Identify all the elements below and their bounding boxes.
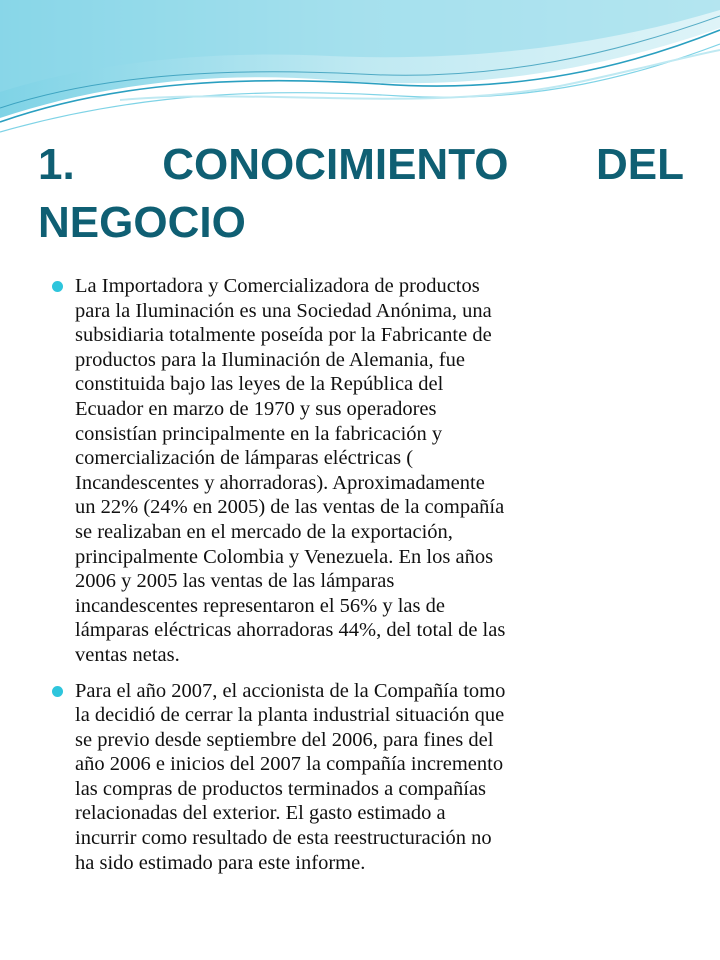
bullet-dot-icon — [52, 281, 63, 292]
text-line: relacionadas del exterior. El gasto estimado a — [75, 802, 446, 825]
text-line: comercialización de lámparas eléctricas ( — [75, 447, 414, 470]
slide-title — [38, 136, 684, 252]
title-word: CONOCIMIENTO — [162, 140, 509, 189]
text-line: ventas netas. — [75, 643, 180, 666]
text-line: subsidiaria totalmente poseída por la Fabricante de — [75, 324, 492, 347]
text-line: Incandescentes y ahorradoras). Aproximadamente — [75, 471, 485, 494]
text-line: productos para la Iluminación de Alemania, fue — [75, 348, 465, 371]
header-wave-decoration — [0, 0, 720, 150]
text-line: la decidió de cerrar la planta industrial situación que — [75, 704, 505, 727]
bullet-dot-icon — [52, 686, 63, 697]
text-line: incurrir como resultado de esta reestructuración no — [75, 827, 492, 850]
text-line: un 22% (24% en 2005) de las ventas de la compañía — [75, 496, 505, 519]
text-line: ha sido estimado para este informe. — [75, 851, 366, 874]
text-line: se previo desde septiembre del 2006, para fines del — [75, 728, 494, 751]
text-line: lámparas eléctricas ahorradoras 44%, del total de las — [75, 619, 506, 642]
slide-title-line2: NEGOCIO — [38, 198, 246, 247]
title-word: 1. — [38, 140, 75, 189]
text-line: incandescentes representaron el 56% y las de — [75, 594, 445, 617]
text-line: constituida bajo las leyes de la República del — [75, 373, 444, 396]
text-line: 2006 y 2005 las ventas de las lámparas — [75, 570, 395, 593]
text-line: consistían principalmente en la fabricación y — [75, 422, 443, 445]
slide-title-line1 — [38, 136, 684, 194]
text-line: principalmente Colombia y Venezuela. En los años — [75, 545, 494, 568]
text-line: La Importadora y Comercializadora de productos — [75, 275, 480, 297]
bullet-list — [52, 274, 682, 875]
text-line: Ecuador en marzo de 1970 y sus operadores — [75, 397, 437, 420]
text-line: para la Iluminación es una Sociedad Anónima, una — [75, 299, 492, 322]
bullet-item-restructuring — [52, 679, 682, 876]
bullet-item-company-description — [52, 274, 682, 668]
text-line: Para el año 2007, el accionista de la Compañía tomo — [75, 679, 506, 702]
title-word: DEL — [595, 140, 684, 189]
text-line: se realizaban en el mercado de la exportación, — [75, 520, 453, 543]
text-line: año 2006 e inicios del 2007 la compañía incremento — [75, 753, 504, 776]
text-line: las compras de productos terminados a compañías — [75, 777, 487, 800]
